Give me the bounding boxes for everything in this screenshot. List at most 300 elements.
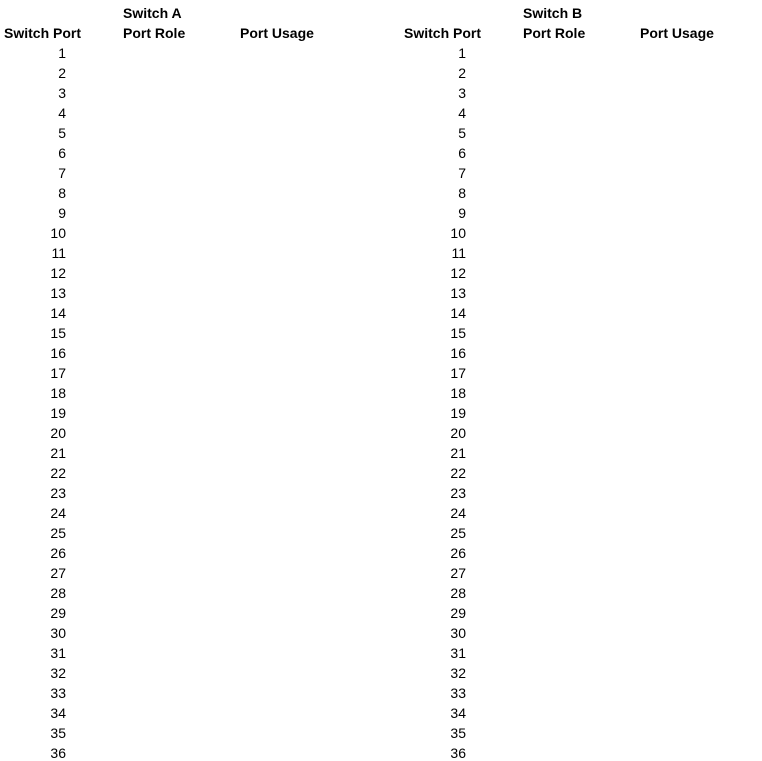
port-role-cell[interactable]: [123, 83, 223, 103]
port-row: [0, 623, 362, 643]
port-role-cell[interactable]: [523, 643, 623, 663]
port-role-cell[interactable]: [523, 543, 623, 563]
port-usage-cell[interactable]: [240, 743, 352, 761]
port-usage-cell[interactable]: [640, 343, 752, 363]
port-usage-cell[interactable]: [240, 623, 352, 643]
port-role-cell[interactable]: [123, 643, 223, 663]
port-role-cell[interactable]: [123, 403, 223, 423]
port-row: [0, 203, 362, 223]
port-role-cell[interactable]: [523, 723, 623, 743]
switch-port-number-cell[interactable]: 28: [50, 585, 66, 601]
port-usage-cell[interactable]: [640, 43, 752, 63]
port-role-cell[interactable]: [523, 163, 623, 183]
switch-port-number-cell[interactable]: 7: [458, 165, 466, 181]
port-usage-cell[interactable]: [240, 663, 352, 683]
port-role-cell[interactable]: [123, 343, 223, 363]
port-row: [0, 143, 362, 163]
switch-port-number-cell[interactable]: 6: [458, 145, 466, 161]
port-row: [400, 303, 762, 323]
port-role-cell[interactable]: [123, 743, 223, 761]
switch-port-number-cell[interactable]: 31: [450, 645, 466, 661]
port-row: [0, 743, 362, 761]
switch-port-number-cell[interactable]: 34: [450, 705, 466, 721]
port-usage-cell[interactable]: [640, 603, 752, 623]
port-row: [0, 283, 362, 303]
switch-port-number-cell[interactable]: 33: [50, 685, 66, 701]
switch-port-number-cell[interactable]: 27: [50, 565, 66, 581]
column-header-port-usage: Port Usage: [240, 25, 314, 41]
port-usage-cell[interactable]: [240, 343, 352, 363]
port-usage-cell[interactable]: [640, 743, 752, 761]
port-usage-cell[interactable]: [640, 323, 752, 343]
switch-port-number-cell[interactable]: 8: [458, 185, 466, 201]
port-row: [0, 83, 362, 103]
port-usage-cell[interactable]: [640, 403, 752, 423]
port-row: [0, 123, 362, 143]
switch-port-number-cell[interactable]: 4: [58, 105, 66, 121]
port-role-cell[interactable]: [523, 103, 623, 123]
switch-port-number-cell[interactable]: 11: [451, 245, 466, 261]
switch-port-number-cell[interactable]: 1: [458, 45, 466, 61]
port-usage-cell[interactable]: [240, 683, 352, 703]
switch-port-number-cell[interactable]: 17: [450, 365, 466, 381]
port-row: [0, 723, 362, 743]
port-usage-cell[interactable]: [640, 243, 752, 263]
port-usage-cell[interactable]: [240, 543, 352, 563]
port-role-cell[interactable]: [123, 323, 223, 343]
switch-port-number-cell[interactable]: 16: [450, 345, 466, 361]
port-role-cell[interactable]: [123, 243, 223, 263]
port-usage-cell[interactable]: [240, 523, 352, 543]
port-role-cell[interactable]: [523, 323, 623, 343]
port-role-cell[interactable]: [123, 103, 223, 123]
port-usage-cell[interactable]: [640, 303, 752, 323]
port-role-cell[interactable]: [523, 283, 623, 303]
switch-port-number-cell[interactable]: 9: [458, 205, 466, 221]
port-usage-cell[interactable]: [640, 503, 752, 523]
table-title-switch-a: Switch A: [123, 5, 182, 21]
port-row: [400, 243, 762, 263]
port-usage-cell[interactable]: [240, 503, 352, 523]
port-row: [400, 683, 762, 703]
port-row: [0, 63, 362, 83]
port-row: [0, 683, 362, 703]
switch-port-number-cell[interactable]: 4: [458, 105, 466, 121]
port-role-cell[interactable]: [523, 503, 623, 523]
switch-port-number-cell[interactable]: 22: [50, 465, 66, 481]
port-role-cell[interactable]: [123, 563, 223, 583]
port-usage-cell[interactable]: [240, 183, 352, 203]
port-usage-cell[interactable]: [640, 543, 752, 563]
switch-port-number-cell[interactable]: 25: [450, 525, 466, 541]
switch-port-number-cell[interactable]: 20: [450, 425, 466, 441]
port-usage-cell[interactable]: [240, 563, 352, 583]
port-role-cell[interactable]: [523, 663, 623, 683]
port-role-cell[interactable]: [123, 523, 223, 543]
port-row: [0, 183, 362, 203]
port-row: [400, 443, 762, 463]
port-row: [400, 583, 762, 603]
port-row: [400, 103, 762, 123]
switch-port-number-cell[interactable]: 7: [58, 165, 66, 181]
port-usage-cell[interactable]: [240, 283, 352, 303]
port-role-cell[interactable]: [123, 203, 223, 223]
port-role-cell[interactable]: [523, 483, 623, 503]
port-row: [0, 483, 362, 503]
port-usage-cell[interactable]: [640, 723, 752, 743]
port-role-cell[interactable]: [523, 463, 623, 483]
port-row: [0, 103, 362, 123]
port-usage-cell[interactable]: [640, 63, 752, 83]
port-row: [0, 223, 362, 243]
port-role-cell[interactable]: [523, 303, 623, 323]
port-usage-cell[interactable]: [240, 243, 352, 263]
port-role-cell[interactable]: [123, 583, 223, 603]
switch-port-number-cell[interactable]: 21: [450, 445, 466, 461]
port-row: [400, 603, 762, 623]
port-role-cell[interactable]: [123, 363, 223, 383]
port-usage-cell[interactable]: [640, 163, 752, 183]
switch-port-number-cell[interactable]: 33: [450, 685, 466, 701]
port-row: [400, 83, 762, 103]
port-usage-cell[interactable]: [240, 643, 352, 663]
port-row: [0, 563, 362, 583]
port-row: [0, 363, 362, 383]
port-usage-cell[interactable]: [240, 123, 352, 143]
port-row: [400, 343, 762, 363]
port-row: [400, 363, 762, 383]
port-row: [400, 383, 762, 403]
port-role-cell[interactable]: [123, 43, 223, 63]
switch-port-number-cell[interactable]: 13: [450, 285, 466, 301]
port-row: [0, 663, 362, 683]
port-usage-cell[interactable]: [240, 723, 352, 743]
port-row: [400, 223, 762, 243]
port-usage-cell[interactable]: [240, 83, 352, 103]
port-usage-cell[interactable]: [240, 263, 352, 283]
switch-port-number-cell[interactable]: 10: [450, 225, 466, 241]
port-usage-cell[interactable]: [240, 303, 352, 323]
switch-port-number-cell[interactable]: 19: [50, 405, 66, 421]
switch-port-number-cell[interactable]: 30: [50, 625, 66, 641]
switch-port-number-cell[interactable]: 3: [458, 85, 466, 101]
port-role-cell[interactable]: [123, 303, 223, 323]
port-row: [400, 663, 762, 683]
port-role-cell[interactable]: [123, 223, 223, 243]
switch-port-number-cell[interactable]: 23: [450, 485, 466, 501]
port-row: [400, 323, 762, 343]
port-row: [0, 343, 362, 363]
port-role-cell[interactable]: [123, 443, 223, 463]
switch-port-number-cell[interactable]: 32: [50, 665, 66, 681]
switch-port-number-cell[interactable]: 18: [450, 385, 466, 401]
port-role-cell[interactable]: [523, 43, 623, 63]
switch-port-number-cell[interactable]: 36: [50, 745, 66, 761]
port-role-cell[interactable]: [123, 623, 223, 643]
port-role-cell[interactable]: [123, 63, 223, 83]
switch-port-number-cell[interactable]: 21: [50, 445, 66, 461]
port-row: [400, 563, 762, 583]
port-row: [0, 503, 362, 523]
switch-port-number-cell[interactable]: 19: [450, 405, 466, 421]
switch-port-number-cell[interactable]: 27: [450, 565, 466, 581]
port-row: [400, 123, 762, 143]
column-header-port-usage: Port Usage: [640, 25, 714, 41]
port-role-cell[interactable]: [523, 563, 623, 583]
port-row: [0, 443, 362, 463]
switch-port-number-cell[interactable]: 15: [450, 325, 466, 341]
port-role-cell[interactable]: [123, 503, 223, 523]
port-role-cell[interactable]: [523, 63, 623, 83]
switch-a-table: [0, 0, 362, 761]
port-row: [400, 403, 762, 423]
port-usage-cell[interactable]: [640, 363, 752, 383]
port-role-cell[interactable]: [523, 423, 623, 443]
switch-port-number-cell[interactable]: 12: [50, 265, 66, 281]
switch-port-number-cell[interactable]: 10: [50, 225, 66, 241]
port-row: [400, 523, 762, 543]
switch-port-number-cell[interactable]: 29: [50, 605, 66, 621]
port-usage-cell[interactable]: [640, 103, 752, 123]
port-role-cell[interactable]: [523, 703, 623, 723]
port-usage-cell[interactable]: [240, 403, 352, 423]
switch-port-number-cell[interactable]: 1: [58, 45, 66, 61]
port-row: [400, 543, 762, 563]
port-usage-cell[interactable]: [240, 43, 352, 63]
port-role-cell[interactable]: [523, 243, 623, 263]
switch-port-number-cell[interactable]: 23: [50, 485, 66, 501]
port-role-cell[interactable]: [523, 383, 623, 403]
column-header-port-role: Port Role: [123, 25, 186, 41]
port-usage-cell[interactable]: [240, 163, 352, 183]
port-row: [400, 723, 762, 743]
port-role-cell[interactable]: [523, 263, 623, 283]
port-usage-cell[interactable]: [640, 623, 752, 643]
port-usage-cell[interactable]: [240, 463, 352, 483]
port-role-cell[interactable]: [523, 203, 623, 223]
port-role-cell[interactable]: [123, 183, 223, 203]
port-role-cell[interactable]: [123, 423, 223, 443]
port-role-cell[interactable]: [523, 743, 623, 761]
port-usage-cell[interactable]: [240, 323, 352, 343]
port-role-cell[interactable]: [123, 483, 223, 503]
table-title-switch-b: Switch B: [523, 5, 583, 21]
port-role-cell[interactable]: [123, 723, 223, 743]
switch-port-number-cell[interactable]: 26: [450, 545, 466, 561]
port-row: [0, 423, 362, 443]
port-row: [400, 703, 762, 723]
port-usage-cell[interactable]: [640, 643, 752, 663]
switch-port-number-cell[interactable]: 2: [458, 65, 466, 81]
switch-port-number-cell[interactable]: 22: [450, 465, 466, 481]
switch-port-number-cell[interactable]: 29: [450, 605, 466, 621]
switch-port-number-cell[interactable]: 15: [50, 325, 66, 341]
port-usage-cell[interactable]: [240, 63, 352, 83]
port-usage-cell[interactable]: [240, 443, 352, 463]
port-row: [0, 303, 362, 323]
switch-port-number-cell[interactable]: 18: [50, 385, 66, 401]
port-role-cell[interactable]: [523, 683, 623, 703]
port-usage-cell[interactable]: [240, 423, 352, 443]
port-role-cell[interactable]: [123, 383, 223, 403]
port-usage-cell[interactable]: [240, 583, 352, 603]
switch-port-number-cell[interactable]: 32: [450, 665, 466, 681]
port-usage-cell[interactable]: [240, 483, 352, 503]
port-usage-cell[interactable]: [240, 383, 352, 403]
port-role-cell[interactable]: [123, 263, 223, 283]
port-role-cell[interactable]: [123, 123, 223, 143]
switch-port-number-cell[interactable]: 12: [450, 265, 466, 281]
port-role-cell[interactable]: [123, 603, 223, 623]
switch-port-number-cell[interactable]: 17: [50, 365, 66, 381]
port-usage-cell[interactable]: [640, 663, 752, 683]
port-role-cell[interactable]: [123, 663, 223, 683]
port-role-cell[interactable]: [523, 443, 623, 463]
switch-port-number-cell[interactable]: 20: [50, 425, 66, 441]
port-usage-cell[interactable]: [640, 423, 752, 443]
port-row: [400, 503, 762, 523]
port-role-cell[interactable]: [523, 143, 623, 163]
port-role-cell[interactable]: [523, 403, 623, 423]
port-usage-cell[interactable]: [640, 183, 752, 203]
switch-port-number-cell[interactable]: 2: [58, 65, 66, 81]
port-usage-cell[interactable]: [240, 143, 352, 163]
port-row: [0, 463, 362, 483]
port-usage-cell[interactable]: [640, 563, 752, 583]
port-row: [0, 543, 362, 563]
port-usage-cell[interactable]: [240, 203, 352, 223]
port-usage-cell[interactable]: [640, 383, 752, 403]
port-row: [0, 603, 362, 623]
port-row: [400, 283, 762, 303]
column-header-switch-port: Switch Port: [4, 25, 82, 41]
port-role-cell[interactable]: [523, 623, 623, 643]
port-role-cell[interactable]: [523, 343, 623, 363]
port-usage-cell[interactable]: [640, 223, 752, 243]
port-role-cell[interactable]: [523, 183, 623, 203]
switch-port-number-cell[interactable]: 14: [450, 305, 466, 321]
port-role-cell[interactable]: [123, 703, 223, 723]
switch-port-number-cell[interactable]: 35: [450, 725, 466, 741]
port-row: [400, 743, 762, 761]
port-row: [400, 643, 762, 663]
port-role-cell[interactable]: [123, 163, 223, 183]
switch-port-number-cell[interactable]: 24: [450, 505, 466, 521]
port-usage-cell[interactable]: [240, 103, 352, 123]
port-row: [400, 163, 762, 183]
port-row: [400, 203, 762, 223]
port-row: [0, 243, 362, 263]
switch-b-table: [400, 0, 762, 761]
switch-port-number-cell[interactable]: 30: [450, 625, 466, 641]
port-row: [400, 143, 762, 163]
switch-port-number-cell[interactable]: 3: [58, 85, 66, 101]
port-row: [0, 323, 362, 343]
port-row: [400, 463, 762, 483]
port-usage-cell[interactable]: [640, 583, 752, 603]
port-row: [400, 43, 762, 63]
switch-port-number-cell[interactable]: 28: [450, 585, 466, 601]
port-row: [0, 583, 362, 603]
switch-port-number-cell[interactable]: 6: [58, 145, 66, 161]
switch-port-number-cell[interactable]: 26: [50, 545, 66, 561]
column-header-port-role: Port Role: [523, 25, 586, 41]
port-usage-cell[interactable]: [240, 603, 352, 623]
port-row: [0, 43, 362, 63]
port-role-cell[interactable]: [523, 363, 623, 383]
port-role-cell[interactable]: [523, 523, 623, 543]
switch-port-number-cell[interactable]: 11: [51, 245, 66, 261]
switch-port-number-cell[interactable]: 8: [58, 185, 66, 201]
port-usage-cell[interactable]: [640, 703, 752, 723]
switch-port-number-cell[interactable]: 34: [50, 705, 66, 721]
port-row: [400, 623, 762, 643]
port-usage-cell[interactable]: [640, 283, 752, 303]
port-row: [0, 523, 362, 543]
switch-port-number-cell[interactable]: 5: [458, 125, 466, 141]
port-usage-cell[interactable]: [640, 523, 752, 543]
port-row: [400, 423, 762, 443]
switch-port-number-cell[interactable]: 16: [50, 345, 66, 361]
column-header-switch-port: Switch Port: [404, 25, 482, 41]
port-role-cell[interactable]: [523, 223, 623, 243]
port-usage-cell[interactable]: [240, 223, 352, 243]
port-usage-cell[interactable]: [240, 703, 352, 723]
port-usage-cell[interactable]: [640, 123, 752, 143]
switch-port-number-cell[interactable]: 13: [50, 285, 66, 301]
port-role-cell[interactable]: [123, 463, 223, 483]
port-usage-cell[interactable]: [240, 363, 352, 383]
port-row: [400, 263, 762, 283]
switch-port-number-cell[interactable]: 25: [50, 525, 66, 541]
port-role-cell[interactable]: [523, 603, 623, 623]
port-role-cell[interactable]: [123, 283, 223, 303]
port-row: [0, 383, 362, 403]
port-usage-cell[interactable]: [640, 203, 752, 223]
port-usage-cell[interactable]: [640, 263, 752, 283]
switch-port-number-cell[interactable]: 24: [50, 505, 66, 521]
port-role-cell[interactable]: [123, 543, 223, 563]
port-rows: [0, 43, 362, 761]
port-row: [0, 703, 362, 723]
switch-port-number-cell[interactable]: 14: [50, 305, 66, 321]
port-usage-cell[interactable]: [640, 683, 752, 703]
switch-port-number-cell[interactable]: 36: [450, 745, 466, 761]
port-role-cell[interactable]: [123, 143, 223, 163]
port-row: [400, 63, 762, 83]
port-row: [400, 183, 762, 203]
port-usage-cell[interactable]: [640, 143, 752, 163]
switch-port-number-cell[interactable]: 5: [58, 125, 66, 141]
switch-port-number-cell[interactable]: 35: [50, 725, 66, 741]
port-row: [0, 403, 362, 423]
port-usage-cell[interactable]: [640, 443, 752, 463]
port-row: [0, 163, 362, 183]
switch-port-number-cell[interactable]: 9: [58, 205, 66, 221]
port-usage-cell[interactable]: [640, 483, 752, 503]
port-row: [0, 263, 362, 283]
port-usage-cell[interactable]: [640, 83, 752, 103]
port-row: [0, 643, 362, 663]
port-role-cell[interactable]: [523, 583, 623, 603]
port-usage-cell[interactable]: [640, 463, 752, 483]
port-role-cell[interactable]: [123, 683, 223, 703]
port-role-cell[interactable]: [523, 83, 623, 103]
port-rows: [400, 43, 762, 761]
port-row: [400, 483, 762, 503]
switch-port-number-cell[interactable]: 31: [50, 645, 66, 661]
port-role-cell[interactable]: [523, 123, 623, 143]
